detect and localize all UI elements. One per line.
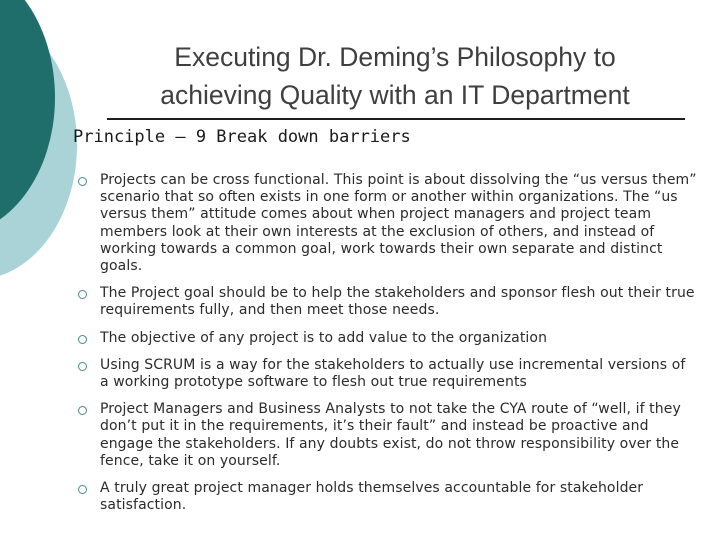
bullet-item [77,357,697,391]
bullet-text: Projects can be cross functional. This point is about dissolving the “us versus them” scenario that so often exists in one form or another within organizations. The “us versus them” attitude comes about when project managers and project team members look at their own interests at the exclusion of others, and instead of working towards a common goal, work towards their own separate and distinct goals. [100,172,697,275]
bullet-item [77,480,697,514]
bullet-circle-icon [78,290,87,299]
bullet-list [77,172,697,524]
slide-title-line-1: Executing Dr. Deming’s Philosophy to [174,42,616,72]
bullet-circle-icon [78,485,87,494]
bullet-item [77,330,697,347]
bullet-text: Project Managers and Business Analysts to not take the CYA route of “well, if they don’t put it in the requirements, it’s their fault” and instead be proactive and engage the stakeholders. If any doubts exist, do not throw responsibility over the fence, take it on yourself. [100,401,681,469]
bullet-circle-icon [78,406,87,415]
bullet-text: Using SCRUM is a way for the stakeholders to actually use incremental versions of a working prototype software to flesh out true requirements [100,356,686,391]
bullet-circle-icon [78,335,87,344]
slide-subtitle: Principle – 9 Break down barriers [73,127,411,147]
bullet-circle-icon [78,362,87,371]
bullet-text: The objective of any project is to add value to the organization [100,329,548,346]
bullet-text: The Project goal should be to help the stakeholders and sponsor flesh out their true requirements fully, and then meet those needs. [100,285,695,319]
bullet-text: A truly great project manager holds themselves accountable for stakeholder satisfaction. [100,480,644,514]
bullet-item [77,172,697,275]
bullet-circle-icon [78,177,87,186]
bullet-item [77,285,697,319]
title-divider [107,118,685,120]
slide-title-line-2: achieving Quality with an IT Department [160,80,630,110]
slide-title [105,38,685,114]
bullet-item [77,401,697,470]
